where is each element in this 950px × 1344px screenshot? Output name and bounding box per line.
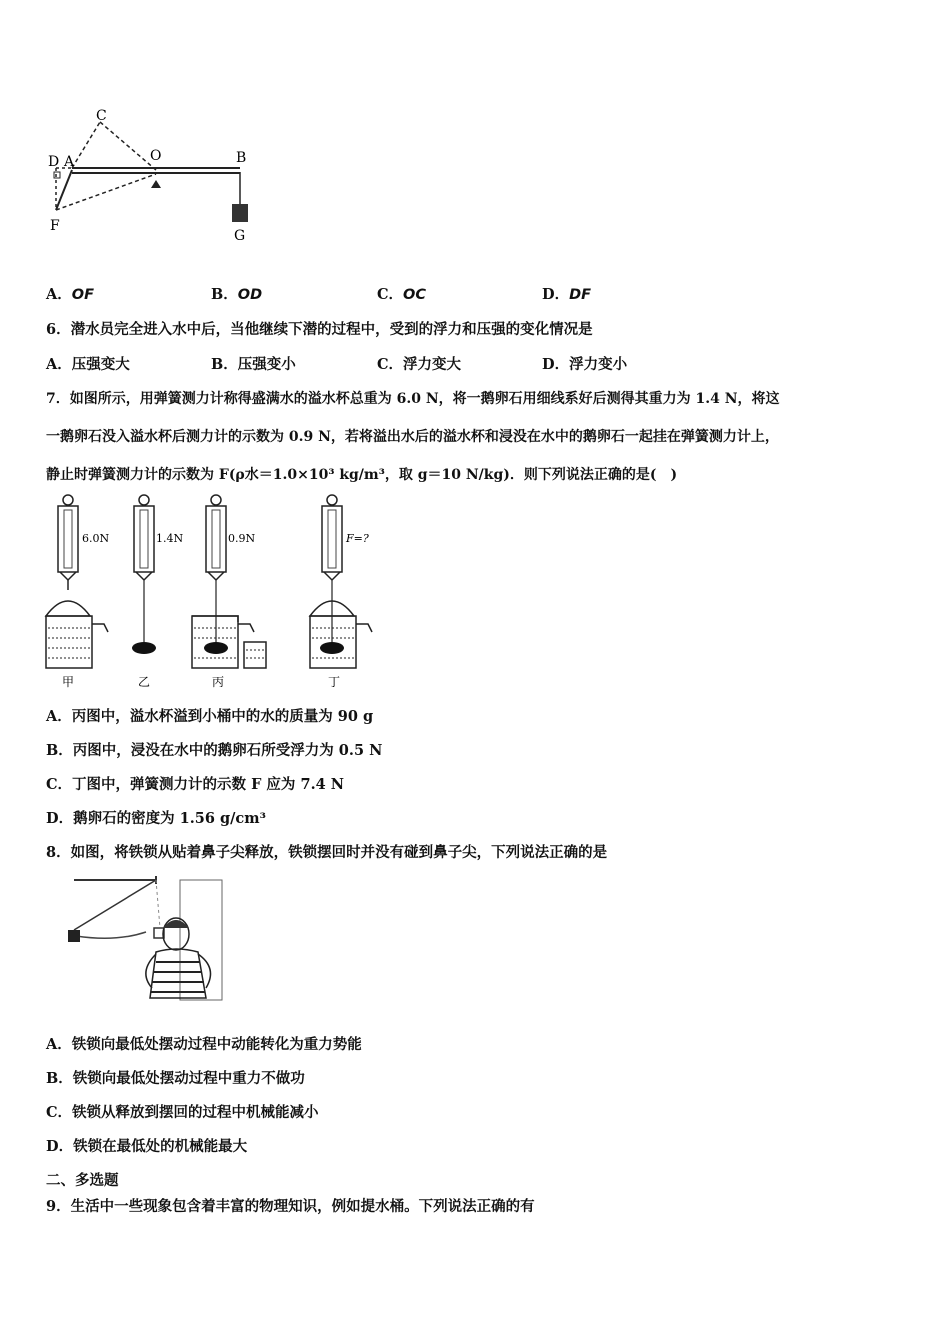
scale-bing <box>192 495 266 689</box>
q8-option-d: D．铁锁在最低处的机械能最大 <box>46 1138 248 1155</box>
scale-jia <box>46 495 109 689</box>
caption-yi: 乙 <box>138 675 151 689</box>
q8-option-b: B．铁锁向最低处摆动过程中重力不做功 <box>46 1070 305 1087</box>
caption-jia: 甲 <box>62 675 75 689</box>
q5-option-d: D．DF <box>542 286 592 303</box>
q8-option-a: A．铁锁向最低处摆动过程中动能转化为重力势能 <box>46 1036 362 1053</box>
label-f: F <box>50 218 60 234</box>
label-b: B <box>236 150 247 166</box>
reading-yi: 1.4N <box>156 532 184 545</box>
label-c: C <box>96 108 107 124</box>
q9-stem: 9．生活中一些现象包含着丰富的物理知识，例如提水桶。下列说法正确的有 <box>46 1198 535 1215</box>
q7-option-c: C．丁图中，弹簧测力计的示数 F 应为 7.4 N <box>46 776 345 793</box>
q8-option-c: C．铁锁从释放到摆回的过程中机械能减小 <box>46 1104 319 1121</box>
person-figure <box>146 918 211 998</box>
q8-stem: 8．如图，将铁锁从贴着鼻子尖释放，铁锁摆回时并没有碰到鼻子尖，下列说法正确的是 <box>46 844 608 861</box>
q7-option-a: A．丙图中，溢水杯溢到小桶中的水的质量为 90 g <box>46 708 374 725</box>
scale-ding <box>310 495 372 689</box>
spring-scale-figure <box>40 492 390 692</box>
iron-lock <box>68 930 80 942</box>
q5-option-c: C．OC <box>377 286 427 303</box>
reading-ding: F=? <box>346 532 369 545</box>
q6-stem: 6．潜水员完全进入水中后，当他继续下潜的过程中，受到的浮力和压强的变化情况是 <box>46 321 593 338</box>
label-g: G <box>234 228 246 244</box>
weight-block <box>232 204 248 222</box>
q7-option-d: D．鹅卵石的密度为 1.56 g/cm³ <box>46 810 266 827</box>
reading-bing: 0.9N <box>228 532 256 545</box>
lever-figure <box>40 100 260 250</box>
q5-option-b: B．OD <box>211 286 263 303</box>
caption-bing: 丙 <box>212 675 225 689</box>
q7-stem-line1: 7．如图所示，用弹簧测力计称得盛满水的溢水杯总重为 6.0 N，将一鹅卵石用细线系好后测得其重力为 1.4 N，将这 <box>46 391 780 407</box>
q6-option-a: A．压强变大 <box>46 356 130 373</box>
q5-option-a: A．OF <box>46 286 94 303</box>
pivot-triangle <box>151 180 161 188</box>
scale-yi <box>132 495 183 689</box>
q7-option-b: B．丙图中，浸没在水中的鹅卵石所受浮力为 0.5 N <box>46 742 383 759</box>
section-title-multi-choice: 二、多选题 <box>46 1172 119 1189</box>
q6-option-b: B．压强变小 <box>211 356 296 373</box>
q6-option-d: D．浮力变小 <box>542 356 628 373</box>
caption-ding: 丁 <box>328 675 341 689</box>
q7-stem-line2: 一鹅卵石没入溢水杯后测力计的示数为 0.9 N，若将溢出水后的溢水杯和浸没在水中的鹅卵石一起挂在弹簧测力计上， <box>46 429 779 445</box>
label-a: A <box>64 154 75 170</box>
label-d: D <box>48 154 60 170</box>
reading-jia: 6.0N <box>82 532 110 545</box>
label-o: O <box>150 148 162 164</box>
q6-option-c: C．浮力变大 <box>377 356 462 373</box>
q7-stem-line3: 静止时弹簧测力计的示数为 F(ρ水＝1.0×10³ kg/m³，取 g＝10 N/kg)．则下列说法正确的是( ) <box>46 467 678 483</box>
pendulum-figure <box>46 872 236 1002</box>
